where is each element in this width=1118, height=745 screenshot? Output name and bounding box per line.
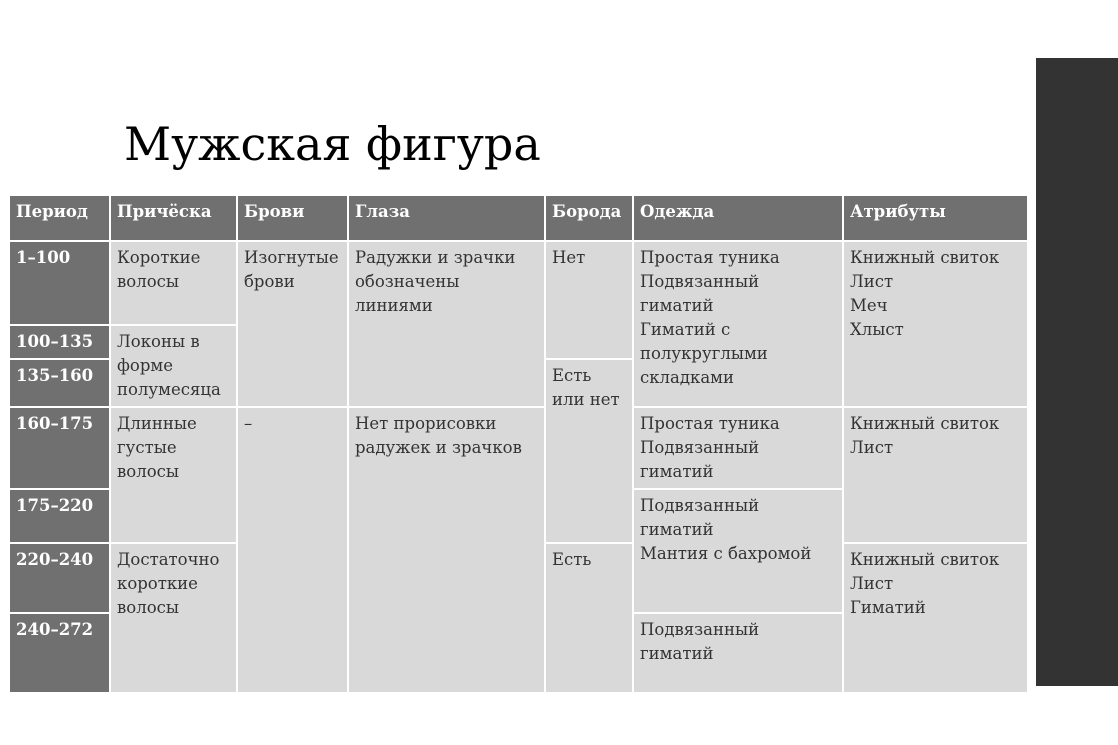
hair-cell [110, 543, 237, 693]
hair-cell [110, 241, 237, 325]
hair-cell-line: форме [117, 356, 174, 375]
period-cell: 135–160 [9, 359, 110, 407]
clothing-cell-line: гиматий [640, 296, 714, 315]
hair-cell-line: густые [117, 438, 177, 457]
attributes-cell-line: Книжный свиток [850, 414, 1000, 433]
header-cell-clothing: Одежда [633, 195, 843, 241]
eyes-cell-line: Нет прорисовки [355, 414, 497, 433]
clothing-cell-line: Гиматий с [640, 320, 731, 339]
eyes-cell-line: радужек и зрачков [355, 438, 522, 457]
table-header-row [9, 195, 1028, 241]
period-cell: 220–240 [9, 543, 110, 613]
clothing-cell-line: Мантия с бахромой [640, 544, 812, 563]
attributes-cell-line: Книжный свиток [850, 248, 1000, 267]
clothing-cell-line: складками [640, 368, 735, 387]
attributes-cell-line: Лист [850, 574, 894, 593]
clothing-cell-line: гиматий [640, 520, 714, 539]
beard-cell-line: Есть [552, 366, 592, 385]
clothing-cell-line: Простая туника [640, 248, 780, 267]
hair-cell-line: Локоны в [117, 332, 200, 351]
hair-cell-line: короткие [117, 574, 198, 593]
hair-cell-line: волосы [117, 272, 180, 291]
clothing-cell [633, 407, 843, 489]
beard-cell [545, 543, 633, 693]
brows-cell [237, 241, 348, 407]
clothing-cell-line: Подвязанный [640, 620, 760, 639]
hair-cell [110, 325, 237, 407]
period-cell: 1–100 [9, 241, 110, 325]
header-cell-hair: Причёска [110, 195, 237, 241]
table-row [9, 407, 1028, 489]
brows-cell [237, 407, 348, 693]
attributes-cell-line: Лист [850, 438, 894, 457]
table-row [9, 241, 1028, 325]
brows-cell-line: – [244, 414, 253, 433]
beard-cell [545, 241, 633, 359]
clothing-cell-line: Подвязанный [640, 496, 760, 515]
hair-cell-line: Достаточно [117, 550, 220, 569]
beard-cell [545, 359, 633, 543]
header-cell-beard: Борода [545, 195, 633, 241]
slide-title: Мужская фигура [124, 117, 541, 171]
attributes-cell-line: Гиматий [850, 598, 926, 617]
period-cell: 160–175 [9, 407, 110, 489]
brows-cell-line: брови [244, 272, 295, 291]
clothing-cell-line: полукруглыми [640, 344, 768, 363]
clothing-cell [633, 489, 843, 613]
header-cell-attributes: Атрибуты [843, 195, 1028, 241]
hair-cell-line: полумесяца [117, 380, 221, 399]
attributes-cell [843, 241, 1028, 407]
slide-side-bar [1036, 58, 1118, 686]
clothing-cell-line: гиматий [640, 462, 714, 481]
attributes-cell-line: Хлыст [850, 320, 904, 339]
clothing-cell [633, 241, 843, 407]
male-figure-table [8, 194, 1029, 694]
header-cell-brows: Брови [237, 195, 348, 241]
clothing-cell-line: гиматий [640, 644, 714, 663]
clothing-cell-line: Подвязанный [640, 272, 760, 291]
clothing-cell [633, 613, 843, 693]
header-cell-eyes: Глаза [348, 195, 545, 241]
header-cell-period: Период [9, 195, 110, 241]
eyes-cell-line: Радужки и зрачки [355, 248, 516, 267]
period-cell: 100–135 [9, 325, 110, 359]
attributes-cell-line: Книжный свиток [850, 550, 1000, 569]
beard-cell-line: или нет [552, 390, 620, 409]
beard-cell-line: Есть [552, 550, 592, 569]
brows-cell-line: Изогнутые [244, 248, 339, 267]
attributes-cell [843, 543, 1028, 693]
beard-cell-line: Нет [552, 248, 586, 267]
attributes-cell [843, 407, 1028, 543]
hair-cell-line: Длинные [117, 414, 197, 433]
attributes-cell-line: Лист [850, 272, 894, 291]
hair-cell-line: волосы [117, 598, 180, 617]
clothing-cell-line: Простая туника [640, 414, 780, 433]
attributes-cell-line: Меч [850, 296, 888, 315]
eyes-cell-line: обозначены [355, 272, 460, 291]
hair-cell-line: Короткие [117, 248, 201, 267]
period-cell: 240–272 [9, 613, 110, 693]
eyes-cell [348, 241, 545, 407]
hair-cell [110, 407, 237, 543]
clothing-cell-line: Подвязанный [640, 438, 760, 457]
period-cell: 175–220 [9, 489, 110, 543]
hair-cell-line: волосы [117, 462, 180, 481]
eyes-cell-line: линиями [355, 296, 433, 315]
eyes-cell [348, 407, 545, 693]
